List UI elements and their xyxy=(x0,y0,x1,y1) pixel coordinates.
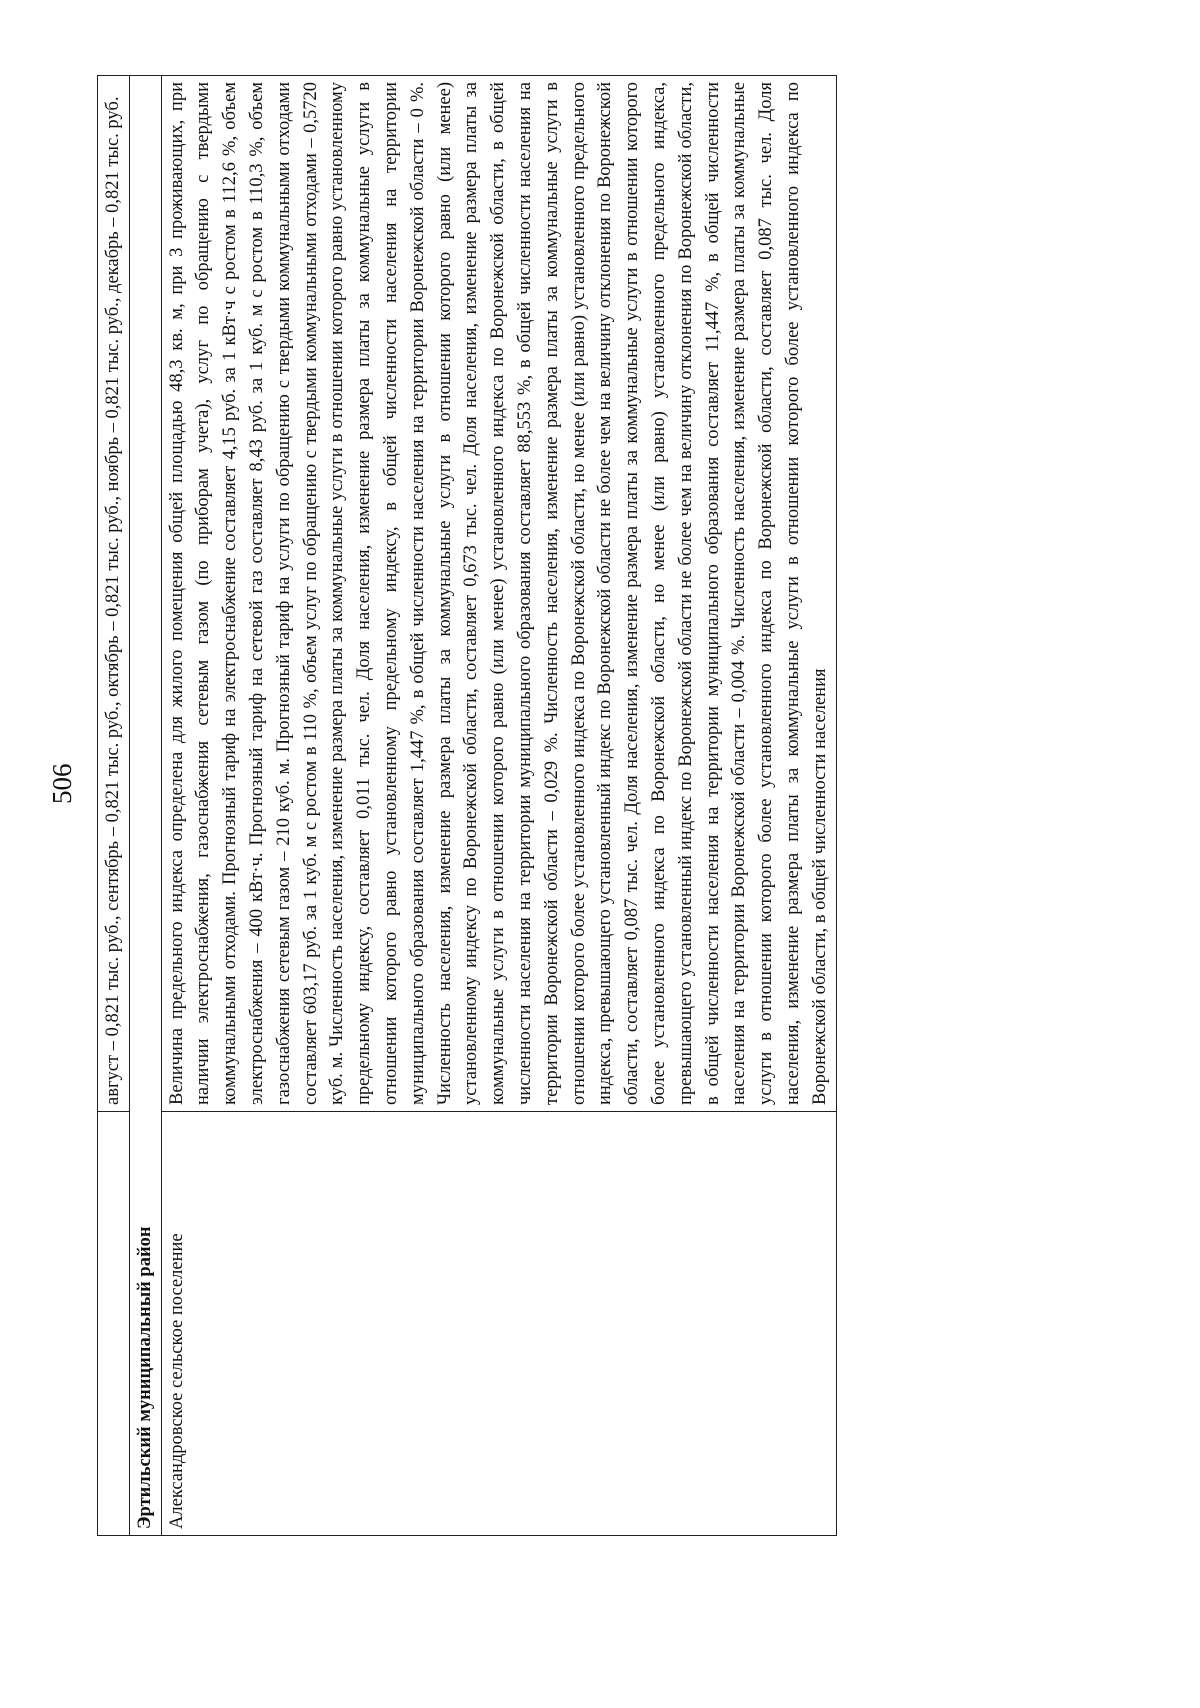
empty-cell xyxy=(98,1112,130,1536)
settlement-description: Величина предельного индекса определена для жилого помещения общей площадью 48,3 кв. м, при 3 проживающих, при наличии электроснабжения, газоснабжения сетевым газом (по приборам учета), услуг по обращению с твердыми коммунальными отходами. Прогнозный тариф на электроснабжение составляет 4,15 руб. за 1 кВт·ч с ростом в 112,6 %, объем электроснабжения – 400 кВт·ч. Прогнозный тариф на сетевой газ составляет 8,43 руб. за 1 куб. м с ростом в 110,3 %, объем газоснабжения сетевым газом – 210 куб. м. Прогнозный тариф на услуги по обращению с твердыми коммунальными отходами составляет 603,17 руб. за 1 куб. м с ростом в 110 %, объем услуг по обращению с твердыми коммунальными отходами – 0,5720 куб. м. Численность населения, изменение размера платы за коммунальные услуги в отношении которого равно установленному предельному индексу, составляет 0,011 тыс. чел. Доля населения, изменение размера платы за коммунальные услуги в отношении которого равно установленному предельному индексу, в общей численности населения на территории муниципального образования составляет 1,447 %, в общей численности населения на территории Воронежской области – 0 %. Численность населения, изменение размера платы за коммунальные услуги в отношении которого равно (или менее) установленному индексу по Воронежской области, составляет 0,673 тыс. чел. Доля населения, изменение размера платы за коммунальные услуги в отношении которого равно (или менее) установленного индекса по Воронежской области, в общей численности населения на территории муниципального образования составляет 88,553 %, в общей численности населения на территории Воронежской области – 0,029 %. Численность населения, изменение размера платы за коммунальные услуги в отношении которого более установленного индекса по Воронежской области, но менее (или равно) установленного предельного индекса, превышающего установленный индекс по Воронежской области не более чем на величину отклонения по Воронежской области, составляет 0,087 тыс. чел. Доля населения, изменение размера платы за коммунальные услуги в отношении которого более установленного индекса по Воронежской области, но менее (или равно) установленного предельного индекса, превышающего установленный индекс по Воронежской области не более чем на величину отклонения по Воронежской области, в общей численности населения на территории муниципального образования составляет 11,447 %, в общей численности населения на территории Воронежской области – 0,004 %. Численность населения, изменение размера платы за коммунальные услуги в отношении которого более установленного индекса по Воронежской области, составляет 0,087 тыс. чел. Доля населения, изменение размера платы за коммунальные услуги в отношении которого более установленного индекса по Воронежской области, в общей численности населения xyxy=(161,76,836,1112)
section-title: Эртильский муниципальный район xyxy=(129,76,161,1536)
rotated-table-content xyxy=(97,76,1147,1536)
continuation-text: август – 0,821 тыс. руб., сентябрь – 0,821 тыс. руб., октябрь – 0,821 тыс. руб., ноябрь – 0,821 тыс. руб., декабрь – 0,821 тыс. руб. xyxy=(98,76,130,1112)
tariff-table xyxy=(97,75,837,1536)
table-row-section xyxy=(129,76,161,1536)
rotated-table-wrapper xyxy=(97,76,1197,1536)
table-row-settlement xyxy=(161,76,836,1536)
table-row-continuation xyxy=(98,76,130,1536)
page-number: 506 xyxy=(47,763,77,804)
settlement-name: Александровское сельское поселение xyxy=(161,1112,836,1536)
